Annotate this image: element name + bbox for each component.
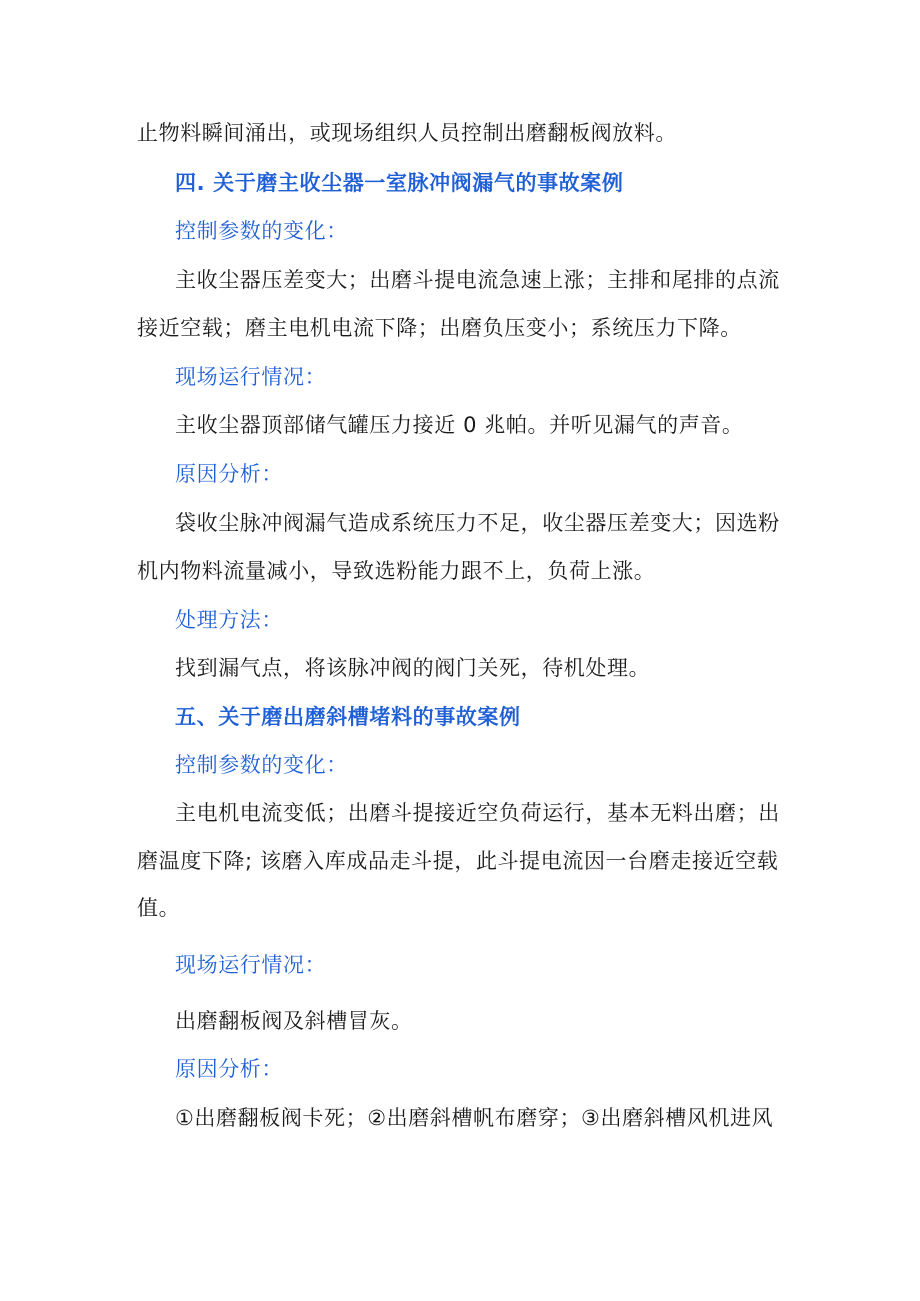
paragraph-line: 找到漏气点，将该脉冲阀的阀门关死，待机处理。 xyxy=(175,656,651,680)
paragraph-line: 磨温度下降; 该磨入库成品走斗提，此斗提电流因一台磨走接近空载 xyxy=(137,849,779,873)
section-heading-5: 五、关于磨出磨斜槽堵料的事故案例 xyxy=(175,705,521,729)
paragraph-line: 机内物料流量减小，导致选粉能力跟不上，负荷上涨。 xyxy=(137,559,656,583)
subheading-site-status: 现场运行情况： xyxy=(175,953,327,977)
paragraph-line: 主收尘器顶部储气罐压力接近 0 兆帕。并听见漏气的声音。 xyxy=(175,413,744,437)
paragraph-line: 主收尘器压差变大；出磨斗提电流急速上涨；主排和尾排的点流 xyxy=(175,268,780,292)
paragraph-line: 出磨翻板阀及斜槽冒灰。 xyxy=(175,1009,413,1033)
subheading-cause-analysis: 原因分析： xyxy=(175,462,283,486)
paragraph-line: ①出磨翻板阀卡死；②出磨斜槽帆布磨穿；③出磨斜槽风机进风 xyxy=(175,1106,774,1130)
paragraph-line: 袋收尘脉冲阀漏气造成系统压力不足，收尘器压差变大；因选粉 xyxy=(175,511,780,535)
paragraph-line: 值。 xyxy=(137,896,181,920)
section-heading-4: 四. 关于磨主收尘器一室脉冲阀漏气的事故案例 xyxy=(175,171,624,195)
subheading-site-status: 现场运行情况： xyxy=(175,365,327,389)
subheading-handling-method: 处理方法： xyxy=(175,608,283,632)
paragraph-line: 主电机电流变低；出磨斗提接近空负荷运行，基本无料出磨；出 xyxy=(175,801,780,825)
subheading-control-params: 控制参数的变化： xyxy=(175,753,348,777)
subheading-cause-analysis: 原因分析： xyxy=(175,1057,283,1081)
subheading-control-params: 控制参数的变化： xyxy=(175,219,348,243)
paragraph-line: 接近空载；磨主电机电流下降；出磨负压变小；系统压力下降。 xyxy=(137,316,742,340)
paragraph-line: 止物料瞬间涌出，或现场组织人员控制出磨翻板阀放料。 xyxy=(137,121,677,145)
